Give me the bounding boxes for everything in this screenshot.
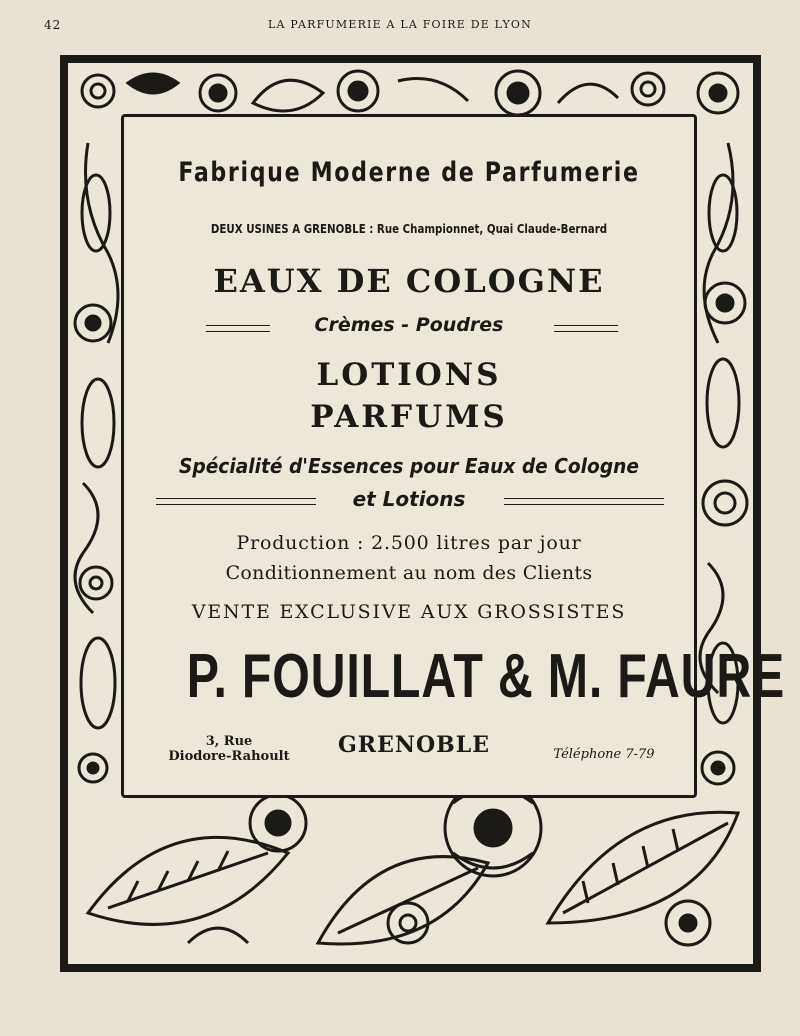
specialite-text: Spécialité d'Essences pour Eaux de Cologne [178,454,640,478]
city-name: GRENOBLE [338,732,490,758]
page-number: 42 [44,18,62,32]
divider-rule [554,325,618,332]
advertisement-panel [121,114,786,798]
factory-subtitle: DEUX USINES A GRENOBLE : Rue Championnet, Quai Claude-Bernard [210,221,608,236]
divider-rule [206,325,270,332]
lotions-row [124,487,694,513]
production-text: Production : 2.500 litres par jour [236,532,582,554]
address [154,734,304,764]
phone-number: Téléphone 7-79 [553,747,655,762]
address-line: 3, Rue [205,734,253,749]
lotions-heading: LOTIONS [316,357,502,393]
cremes-poudres-text: Crèmes - Poudres [314,314,504,336]
cremes-row [124,314,694,340]
factory-title: Fabrique Moderne de Parfumerie [178,157,640,188]
address-line: Diodore-Rahoult [168,749,290,764]
conditionnement-text: Conditionnement au nom des Clients [225,562,593,584]
company-name: P. FOUILLAT & M. FAURE [186,642,786,711]
parfums-heading: PARFUMS [310,399,508,435]
running-head: LA PARFUMERIE A LA FOIRE DE LYON [268,18,532,31]
vente-text: VENTE EXCLUSIVE AUX GROSSISTES [191,601,627,623]
et-lotions-text: et Lotions [352,487,466,511]
divider-rule [156,498,316,505]
eaux-de-cologne-heading: EAUX DE COLOGNE [213,262,605,300]
divider-rule [504,498,664,505]
